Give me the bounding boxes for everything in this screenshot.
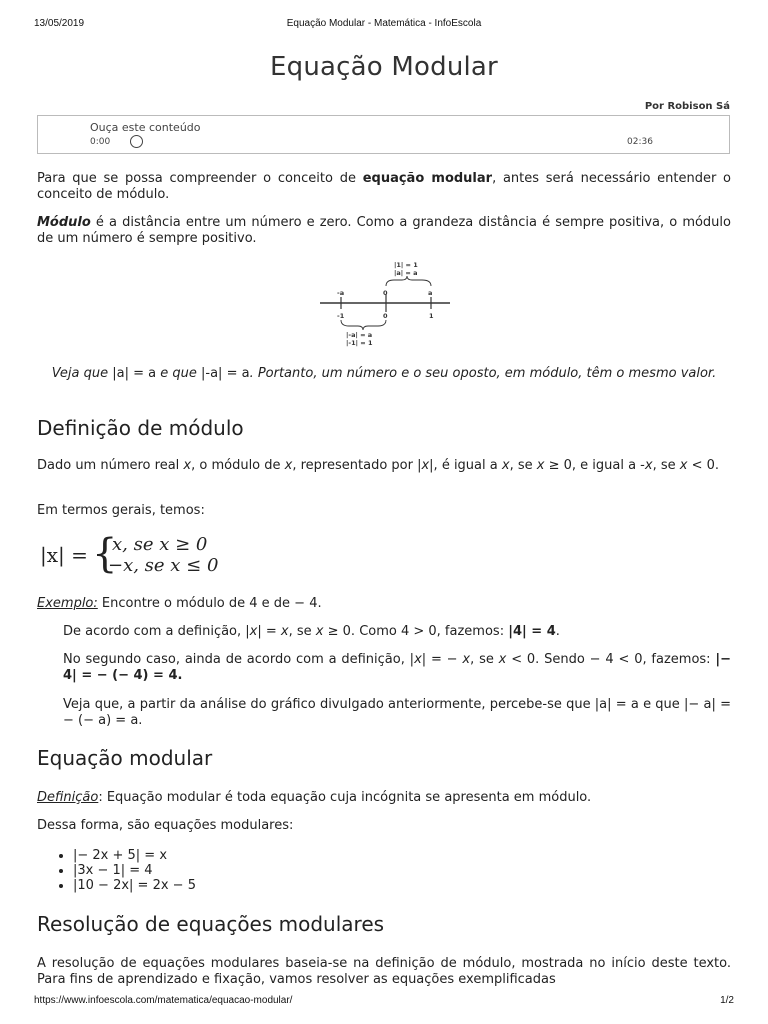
- section-heading-resolucao: Resolução de equações modulares: [37, 912, 385, 936]
- formula-row-2: −x, se x ≤ 0: [108, 555, 219, 576]
- caption-text-3: . Portanto, um número e o seu oposto, em módulo, têm o mesmo valor.: [249, 366, 717, 381]
- step-text: No segundo caso, ainda de acordo com a definição, |: [63, 652, 415, 667]
- player-time-end: 02:36: [627, 137, 653, 147]
- intro-bold-term: equação modular: [362, 171, 493, 186]
- number-line-figure: [318, 258, 454, 350]
- definition-label: Definição: [37, 790, 99, 805]
- tick-label-1: 1: [429, 312, 434, 320]
- equation-definition-paragraph: [37, 790, 731, 806]
- print-tab-title: Equação Modular - Matemática - InfoEscola: [286, 18, 482, 29]
- tick-label-a: a: [428, 289, 433, 297]
- general-terms-paragraph: Em termos gerais, temos:: [37, 503, 205, 518]
- section-heading-equacao: Equação modular: [37, 746, 213, 770]
- var-x: x: [679, 458, 688, 473]
- equations-intro-paragraph: Dessa forma, são equações modulares:: [37, 818, 294, 833]
- list-item: • |3x − 1| = 4: [73, 863, 196, 878]
- definition-paragraph: [37, 458, 731, 474]
- var-x: x: [644, 458, 653, 473]
- tick-label-zero-top: 0: [383, 289, 388, 297]
- def-text: |, é igual a: [429, 458, 502, 473]
- step-text: .: [555, 624, 560, 639]
- equations-list: [37, 848, 196, 893]
- step-result: |− 4| = − (− 4) = 4.: [63, 652, 732, 683]
- var-x: x: [315, 624, 324, 639]
- label-abs-1: |1| = 1: [394, 261, 418, 269]
- def-text: , se: [652, 458, 680, 473]
- var-x: x: [284, 458, 293, 473]
- author-byline: Por Robison Sá: [644, 101, 730, 112]
- player-seek-knob[interactable]: [130, 135, 143, 148]
- formula-brace: {: [92, 531, 118, 577]
- modulo-term: Módulo: [37, 215, 91, 230]
- print-date: 13/05/2019: [34, 18, 85, 29]
- example-step-3: Veja que, a partir da análise do gráfico divulgado anteriormente, percebe-se que |a| = a e que |− a| = − (− a) = a.: [63, 697, 731, 728]
- resolution-paragraph: A resolução de equações modulares baseia-se na definição de módulo, mostrada no início deste texto. Para fins de aprendizado e fixação, vamos resolver as equações exemplificadas: [37, 956, 731, 987]
- label-abs-a: |a| = a: [394, 269, 418, 277]
- print-header: [34, 18, 734, 32]
- label-abs-neg-a: |-a| = a: [346, 331, 373, 339]
- list-item: • |10 − 2x| = 2x − 5: [73, 878, 196, 893]
- def-text: < 0.: [687, 458, 720, 473]
- upper-brace: [386, 276, 431, 286]
- intro-text-end: , antes será necessário entender o conceito de módulo.: [37, 171, 731, 202]
- print-footer: [34, 995, 734, 1009]
- intro-paragraph: [37, 171, 731, 203]
- caption-text-2: e que: [156, 366, 202, 381]
- player-time-start: 0:00: [90, 137, 111, 147]
- list-item: • |− 2x + 5| = x: [73, 848, 196, 863]
- audio-player[interactable]: [37, 115, 730, 154]
- step-result: |4| = 4: [508, 624, 556, 639]
- var-x: x: [421, 458, 430, 473]
- player-label: Ouça este conteúdo: [90, 121, 201, 134]
- def-text: , se: [509, 458, 537, 473]
- var-x: x: [498, 652, 507, 667]
- step-text: ≥ 0. Como 4 > 0, fazemos:: [323, 624, 509, 639]
- lower-brace: [341, 320, 386, 330]
- example-paragraph: [37, 596, 731, 612]
- tick-label-neg-1: -1: [337, 312, 345, 320]
- def-text: ≥ 0, e igual a -: [544, 458, 645, 473]
- step-text: | = −: [421, 652, 463, 667]
- var-x: x: [462, 652, 471, 667]
- print-url: https://www.infoescola.com/matematica/equacao-modular/: [34, 995, 293, 1006]
- formula-lhs: |x| =: [40, 543, 88, 567]
- example-step-2: [63, 652, 731, 684]
- formula-row-1: x, se x ≥ 0: [112, 534, 208, 555]
- intro-text: Para que se possa compreender o conceito de: [37, 171, 363, 186]
- tick-label-neg-a: -a: [337, 289, 345, 297]
- caption-math-2: |-a| = a: [201, 366, 250, 381]
- caption-text: Veja que: [51, 366, 113, 381]
- tick-label-zero-bottom: 0: [383, 312, 388, 320]
- example-text: Encontre o módulo de 4 e de − 4.: [97, 596, 322, 611]
- modulo-text: é a distância entre um número e zero. Como a grandeza distância é sempre positiva, o módulo de um número é sempre positivo.: [37, 215, 731, 246]
- def-text: , representado por |: [292, 458, 422, 473]
- def-text: , o módulo de: [191, 458, 285, 473]
- page-number: 1/2: [720, 995, 734, 1006]
- var-x: x: [536, 458, 545, 473]
- caption-math-1: |a| = a: [112, 366, 157, 381]
- label-abs-neg-1: |-1| = 1: [346, 339, 373, 347]
- def-text: Dado um número real: [37, 458, 184, 473]
- step-text: , se: [470, 652, 499, 667]
- definition-text: : Equação modular é toda equação cuja incógnita se apresenta em módulo.: [98, 790, 592, 805]
- var-x: x: [414, 652, 422, 667]
- modulus-formula: [40, 531, 230, 578]
- var-x: x: [280, 624, 289, 639]
- var-x: x: [501, 458, 510, 473]
- figure-caption: [37, 366, 731, 382]
- step-text: De acordo com a definição, |: [63, 624, 250, 639]
- example-label: Exemplo:: [37, 596, 98, 611]
- example-step-1: [63, 624, 731, 640]
- step-text: < 0. Sendo − 4 < 0, fazemos:: [506, 652, 716, 667]
- step-text: | =: [257, 624, 281, 639]
- page-title: Equação Modular: [270, 52, 498, 82]
- modulo-paragraph: [37, 215, 731, 247]
- var-x: x: [183, 458, 192, 473]
- step-text: , se: [288, 624, 316, 639]
- section-heading-definicao: Definição de módulo: [37, 416, 244, 440]
- var-x: x: [249, 624, 258, 639]
